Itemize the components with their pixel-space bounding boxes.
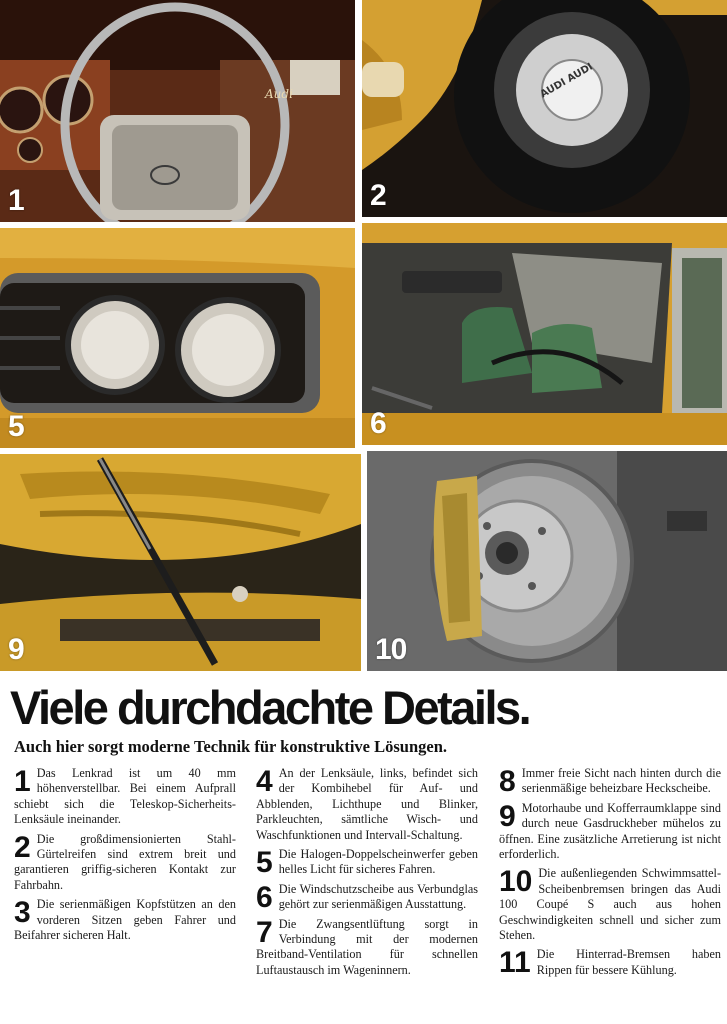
detail-text: Die außenliegenden Schwimmsattel-Scheibenbremsen bringen das Audi 100 Coupé S auch aus hohen Geschwindigkeiten schnell und sicher zum Stehen. [499, 866, 721, 943]
detail-text: Das Lenkrad ist um 40 mm höhenverstellbar. Bei einem Aufprall schiebt sich die Teleskop-Sicherheits-Lenksäule ineinander. [14, 766, 236, 827]
detail-item [499, 801, 721, 863]
detail-text: Die Hinterrad-Bremsen haben Rippen für bessere Kühlung. [536, 947, 721, 977]
detail-number: 7 [256, 915, 273, 949]
photo-open-bonnet [0, 454, 361, 671]
detail-text: Die Windschutzscheibe aus Verbundglas gehört zur serienmäßigen Ausstattung. [278, 881, 478, 912]
bonnet-illustration [0, 454, 361, 671]
disc-brake-illustration [367, 451, 727, 671]
detail-text: An der Lenksäule, links, befindet sich der Kombihebel für Auf- und Abblenden, Lichthupe und Blinker, Parkleuchten, sämtliche Wisch- und Waschfunktionen und Intervall-Schaltung. [256, 766, 478, 842]
headlights-illustration [0, 228, 355, 448]
photo-headlights [0, 228, 355, 448]
detail-item [499, 866, 721, 943]
detail-item [256, 917, 478, 979]
photo-number: 6 [370, 407, 386, 440]
wheel-illustration [362, 0, 727, 217]
windshield-illustration [362, 223, 727, 445]
detail-item [256, 766, 478, 843]
subhead: Auch hier sorgt moderne Technik für konstruktive Lösungen. [14, 737, 448, 756]
detail-item [14, 832, 236, 894]
detail-number: 2 [14, 830, 31, 864]
detail-number: 6 [256, 880, 273, 914]
hubcap-text: AUDI AUDI [538, 61, 595, 101]
text-column-3 [499, 766, 721, 982]
audi-badge-text: Audi [265, 87, 293, 101]
detail-item [14, 766, 236, 828]
detail-number: 3 [14, 896, 31, 930]
detail-text: Die Halogen-Doppelscheinwerfer geben helles Licht für sicheres Fahren. [278, 847, 478, 877]
photo-steering-wheel [0, 0, 355, 222]
detail-text: Die Zwangsentlüftung sorgt in Verbindung mit der modernen Breitband-Ventilation für schnellen Luftaustausch im Wageninnern. [256, 916, 478, 977]
photo-disc-brake [367, 451, 727, 671]
detail-item [256, 882, 478, 913]
detail-number: 10 [499, 865, 533, 899]
photo-number: 2 [370, 179, 386, 212]
detail-number: 8 [499, 765, 516, 798]
detail-number: 1 [14, 765, 31, 798]
detail-item [256, 847, 478, 878]
steering-wheel-illustration [0, 0, 355, 222]
detail-text: Motorhaube und Kofferraumklappe sind durch neue Gasdruckheber mühelos zu öffnen. Eine zusätzliche Arretierung ist nicht erforderlich. [499, 800, 721, 862]
detail-number: 5 [256, 846, 273, 880]
detail-number: 9 [499, 799, 516, 833]
headline: Viele durchdachte Details. [10, 681, 530, 734]
detail-item [499, 947, 721, 978]
photo-number: 5 [8, 410, 24, 443]
text-column-2 [256, 766, 478, 982]
detail-text: Die serienmäßigen Kopfstützen an den vorderen Sitzen geben Fahrer und Beifahrer sicheren Halt. [14, 897, 236, 943]
detail-item [499, 766, 721, 797]
photo-number: 1 [8, 184, 24, 217]
photo-number: 10 [375, 633, 407, 666]
text-column-1 [14, 766, 236, 947]
photo-interior-windshield [362, 223, 727, 445]
detail-number: 11 [499, 946, 531, 980]
photo-wheel-tire [362, 0, 727, 217]
detail-number: 4 [256, 765, 273, 798]
detail-text: Immer freie Sicht nach hinten durch die serienmäßige beheizbare Heckscheibe. [521, 766, 721, 796]
detail-text: Die großdimensionierten Stahl-Gürtelreifen sind extrem breit und garantieren griffig-sicheren Kontakt zur Fahrbahn. [14, 831, 236, 892]
photo-number: 9 [8, 633, 24, 666]
detail-item [14, 897, 236, 943]
